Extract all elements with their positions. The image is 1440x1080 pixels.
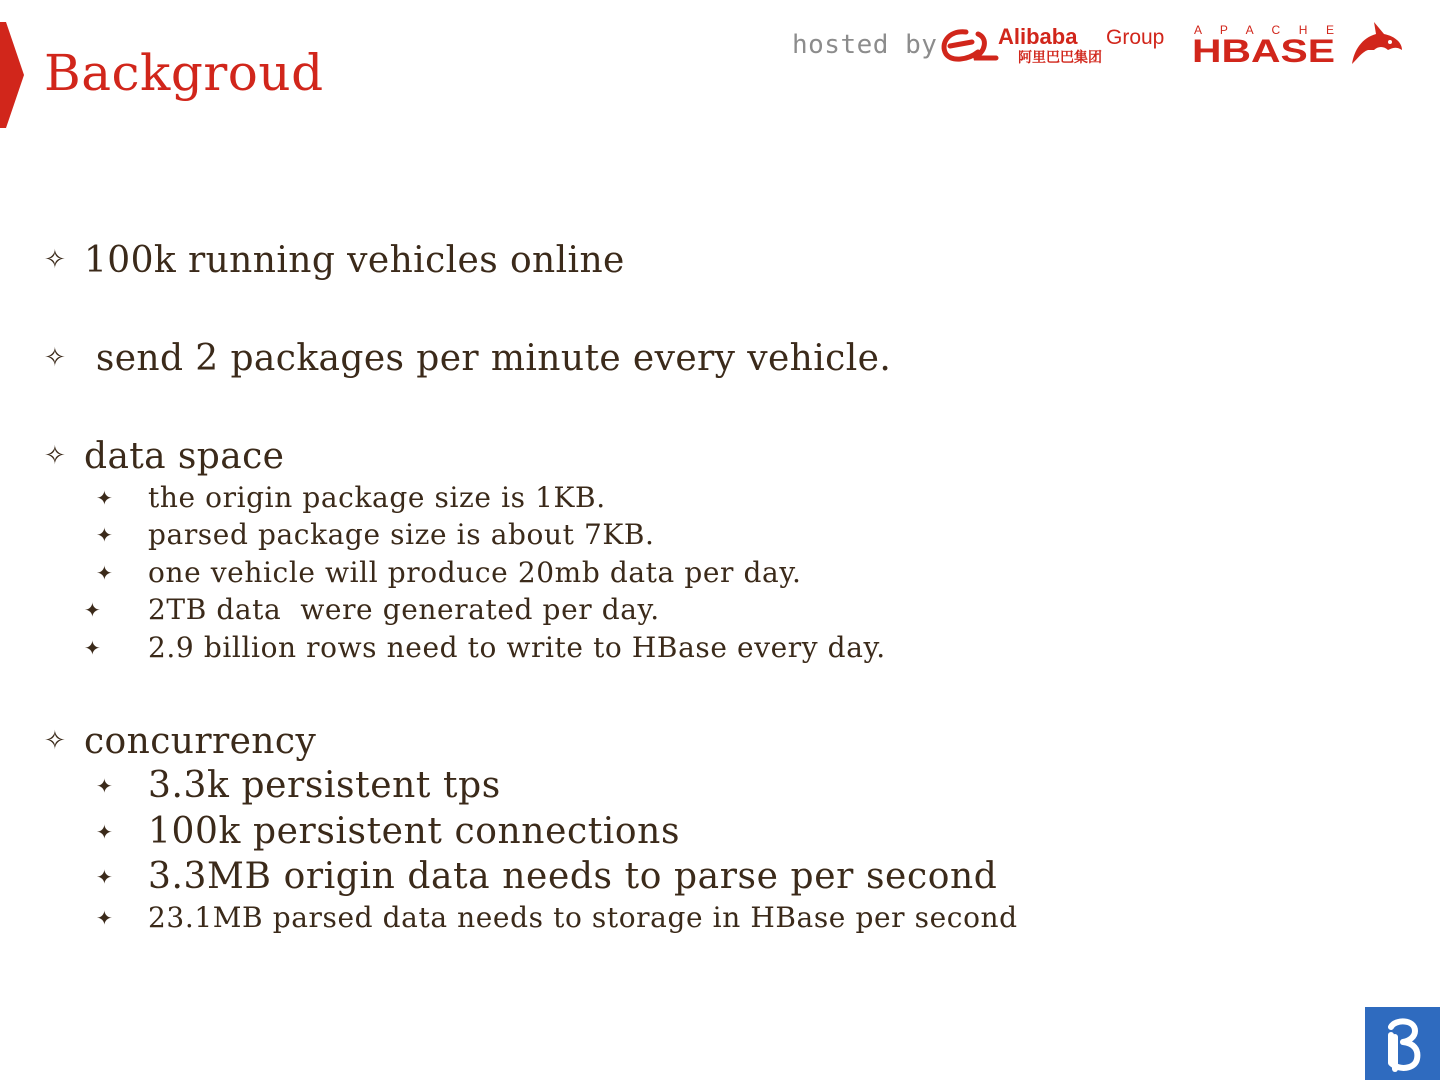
- four-point-star-icon: ✦: [84, 635, 102, 660]
- four-point-star-icon: ✦: [96, 485, 114, 510]
- outline-star-icon: ✧: [44, 343, 67, 373]
- alibaba-group-logo: [938, 22, 1170, 66]
- sub-bullet-2tb: ✦ 2TB data were generated per day.: [84, 593, 660, 626]
- svg-text:HBASE: HBASE: [1192, 33, 1335, 66]
- sub-bullet-origin-size: ✦ the origin package size is 1KB.: [96, 481, 606, 514]
- sub-bullet-parsed-size: ✦ parsed package size is about 7KB.: [96, 518, 655, 551]
- outline-star-icon: ✧: [44, 726, 67, 756]
- bullet-concurrency: ✧ concurrency: [44, 721, 317, 762]
- slide-title: Backgroud: [44, 44, 324, 102]
- four-point-star-icon: ✦: [84, 597, 102, 622]
- four-point-star-icon: ✦: [96, 905, 114, 930]
- orca-icon: [1348, 20, 1404, 68]
- four-point-star-icon: ✦: [96, 560, 114, 585]
- bullet-data-space: ✧ data space: [44, 436, 285, 477]
- red-chevron-icon: [0, 22, 24, 128]
- apache-hbase-logo: [1192, 22, 1337, 66]
- four-point-star-icon: ✦: [96, 774, 114, 798]
- four-point-star-icon: ✦: [96, 820, 114, 844]
- four-point-star-icon: ✦: [96, 522, 114, 547]
- svg-text:A P A C H E: A P A C H E: [1194, 23, 1334, 37]
- sub-bullet-tps: ✦ 3.3k persistent tps: [96, 765, 501, 806]
- svg-text:Group: Group: [1106, 26, 1165, 49]
- svg-text:Alibaba: Alibaba: [998, 24, 1078, 49]
- bullet-packages-per-minute: ✧ send 2 packages per minute every vehicle.: [44, 338, 892, 379]
- hosted-by-label: hosted by: [792, 30, 938, 60]
- outline-star-icon: ✧: [44, 441, 67, 471]
- sub-bullet-storage-rate: ✦ 23.1MB parsed data needs to storage in HBase per second: [96, 901, 1018, 934]
- four-point-star-icon: ✦: [96, 865, 114, 889]
- sub-bullet-billion-rows: ✦ 2.9 billion rows need to write to HBase every day.: [84, 631, 886, 664]
- b-logo-icon: [1365, 1007, 1440, 1080]
- sub-bullet-connections: ✦ 100k persistent connections: [96, 811, 681, 852]
- outline-star-icon: ✧: [44, 245, 67, 275]
- svg-text:阿里巴巴集团: 阿里巴巴集团: [1018, 50, 1102, 66]
- sub-bullet-vehicle-daily: ✦ one vehicle will produce 20mb data per day.: [96, 556, 802, 589]
- bullet-vehicles-online: ✧ 100k running vehicles online: [44, 240, 625, 281]
- sub-bullet-parse-rate: ✦ 3.3MB origin data needs to parse per second: [96, 856, 998, 897]
